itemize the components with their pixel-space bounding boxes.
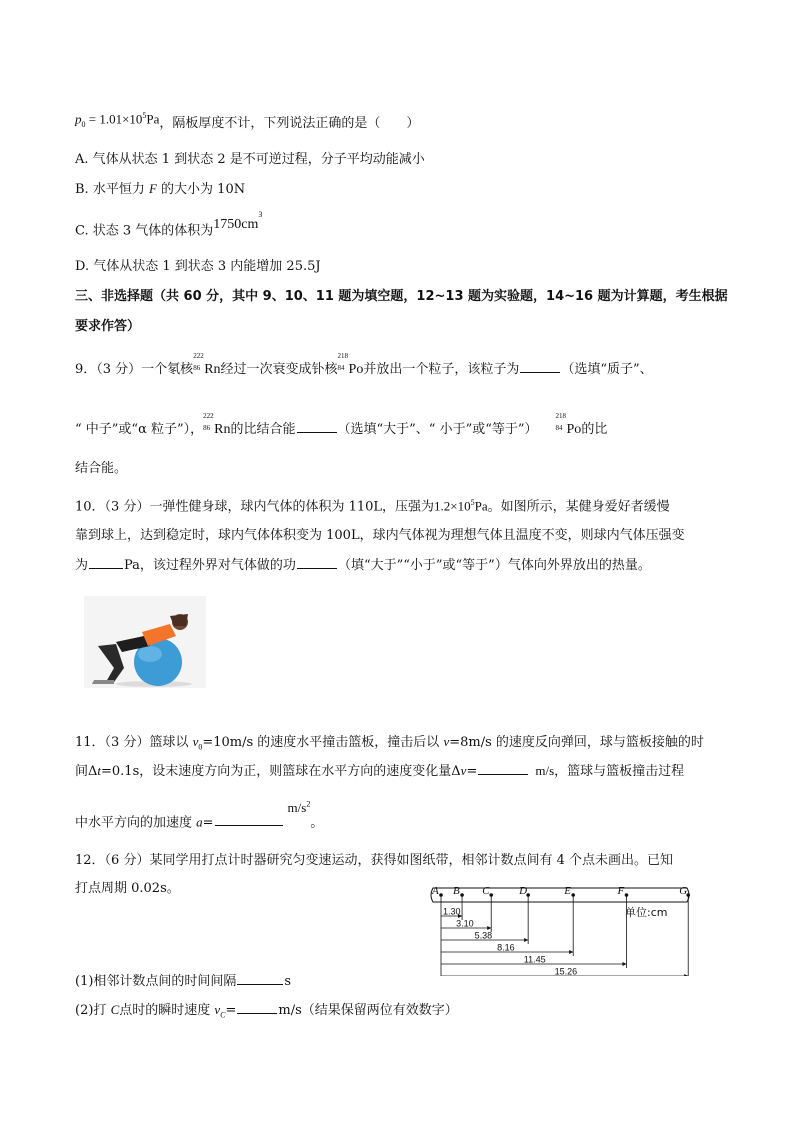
q11-line2-mid: =0.1s，设末速度方向为正，则篮球在水平方向的速度变化量Δ xyxy=(101,764,461,779)
q9-line2-pre: “ 中子”或“α 粒子”）， xyxy=(75,422,204,437)
q8-option-b-var: F xyxy=(148,181,157,196)
tape-point-E: E xyxy=(564,886,571,897)
po-symbol-2: Po xyxy=(566,422,582,437)
tape-distance-label-2: 3.10 xyxy=(456,918,474,929)
q10-pressure-exp: 5 xyxy=(470,498,475,507)
q11-line3 xyxy=(75,800,324,832)
v-symbol: v xyxy=(443,734,450,749)
po-mass-2: 218 xyxy=(555,412,567,420)
q10-line1 xyxy=(75,494,670,516)
q11-a-unit: m/s xyxy=(287,800,307,816)
q8-option-b-pre: B. 水平恒力 xyxy=(75,182,149,197)
q11-blank-1[interactable] xyxy=(478,762,528,775)
q10-line1-pre: 10．（3 分）一弹性健身球，球内气体的体积为 110L，压强为 xyxy=(75,499,435,515)
q10-line3-post: （填“大于”“小于”或“等于”）气体向外界放出的热量。 xyxy=(337,558,651,573)
p0-unit: Pa xyxy=(146,111,160,127)
q8-option-b xyxy=(75,180,245,199)
fitness-ball-photo xyxy=(84,596,206,688)
q11-dv-unit: m/s xyxy=(535,763,555,778)
rn-nuclide xyxy=(193,352,221,379)
q8-option-c-pre: C. 状态 3 气体的体积为 xyxy=(75,223,214,239)
q12-sub1-pre: (1)相邻计数点间的时间间隔 xyxy=(75,974,237,989)
q8-p0-line xyxy=(75,107,419,134)
q12-point-c: C xyxy=(110,1002,120,1017)
tape-point-G: G xyxy=(679,886,688,897)
q9-line1 xyxy=(75,352,653,379)
po-nuclide-2 xyxy=(555,412,582,439)
q11-line1-mid1: =10m/s 的速度水平撞击篮板，撞击后以 xyxy=(202,735,444,750)
q9-prefix: 9．（3 分）一个氡核 xyxy=(75,362,194,377)
dv-symbol: v xyxy=(460,763,467,778)
tape-arrowhead-2 xyxy=(487,926,491,930)
rn-symbol: Rn xyxy=(204,362,221,377)
a-symbol: a xyxy=(196,814,203,830)
po-nuclide xyxy=(337,352,364,379)
q8-option-d: D. 气体从状态 1 到状态 3 内能增加 25.5J xyxy=(75,259,321,274)
q11-a-unit-exp: 2 xyxy=(306,800,311,809)
q9-line3: 结合能。 xyxy=(75,461,128,476)
q9-tail1: （选填“质子”、 xyxy=(561,362,653,377)
q12-blank-1[interactable] xyxy=(237,972,283,985)
q9-line2-tail: （选填“大于”、“ 小于”或“等于”） xyxy=(337,422,538,437)
q11-line3-pre: 中水平方向的加速度 xyxy=(75,815,197,831)
q9-line2 xyxy=(75,412,608,439)
rn-z-2: 86 xyxy=(203,424,211,432)
q12-line1: 12．（6 分）某同学用打点计时器研究匀变速运动，获得如图纸带，相邻计数点间有 4 个点未画出。已知 xyxy=(75,853,673,868)
rn-mass-2: 222 xyxy=(203,412,214,420)
p0-exponent: 5 xyxy=(142,111,147,120)
q9-line2-mid: 的比结合能 xyxy=(230,422,296,437)
po-mass: 218 xyxy=(337,352,349,360)
q8-option-c xyxy=(75,210,263,240)
q10-line3-mid: Pa，该过程外界对气体做的功 xyxy=(124,558,296,573)
v0-subscript: 0 xyxy=(198,742,203,752)
tape-point-C: C xyxy=(482,886,490,897)
q10-blank-1[interactable] xyxy=(89,556,123,569)
q11-line1-pre: 11．（3 分）篮球以 xyxy=(75,735,193,750)
po-z-2: 84 xyxy=(555,424,563,432)
q12-sub2-pre: (2)打 xyxy=(75,1003,111,1018)
q11-blank-2[interactable] xyxy=(215,813,283,826)
q9-mid1: 经过一次衰变成钋核 xyxy=(220,362,338,377)
q12-sub2 xyxy=(75,1001,458,1025)
q8-option-c-exp: 3 xyxy=(258,210,263,219)
rn-z: 86 xyxy=(193,364,201,372)
q8-option-a: A. 气体从状态 1 到状态 2 是不可逆过程，分子平均动能减小 xyxy=(75,152,425,167)
tape-arrowhead-5 xyxy=(622,962,626,966)
q10-line3 xyxy=(75,556,651,575)
tape-distance-label-5: 11.45 xyxy=(523,954,546,965)
q11-line1 xyxy=(75,733,704,757)
q10-line3-pre: 为 xyxy=(75,558,89,573)
p0-value: = 1.01×10 xyxy=(85,111,143,127)
q11-line2-pre: 间Δ xyxy=(75,764,98,779)
rn-nuclide-2 xyxy=(203,412,231,439)
q9-mid2: 并放出一个粒子，该粒子为 xyxy=(363,362,520,377)
p0-subscript: 0 xyxy=(81,119,86,129)
q8-stem-tail: ，隔板厚度不计，下列说法正确的是（ ） xyxy=(159,116,420,132)
q11-a-unit-wrap xyxy=(288,801,311,816)
q10-pressure-unit: Pa xyxy=(474,498,488,514)
q12-sub2-mid: 点时的瞬时速度 xyxy=(119,1003,215,1018)
q12-line2: 打点周期 0.02s。 xyxy=(75,881,180,896)
tape-point-A: A xyxy=(432,886,439,897)
q12-blank-2[interactable] xyxy=(237,1001,277,1014)
q11-line3-end: 。 xyxy=(310,815,324,831)
tape-point-F: F xyxy=(617,886,625,897)
tape-arrowhead-3 xyxy=(524,938,528,942)
tape-distance-label-6: 15.26 xyxy=(554,966,578,976)
tape-unit-label: 单位:cm xyxy=(625,906,668,919)
po-symbol: Po xyxy=(348,362,364,377)
tape-strip xyxy=(431,888,689,902)
ticker-tape-diagram xyxy=(425,886,705,976)
q8-option-c-value: 1750cm xyxy=(213,217,259,233)
p0-symbol: p xyxy=(75,111,82,127)
q12-sub2-eq: = xyxy=(225,1003,237,1018)
q11-line2-post: ，篮球与篮板撞击过程 xyxy=(554,764,685,779)
tape-point-D: D xyxy=(519,886,528,897)
q11-line2-eq: = xyxy=(466,764,478,779)
rn-mass: 222 xyxy=(193,352,204,360)
q10-line2: 靠到球上，达到稳定时，球内气体体积变为 100L，球内气体视为理想气体且温度不变，则球内气体压强变 xyxy=(75,528,685,543)
po-z: 84 xyxy=(337,364,345,372)
q12-sub2-post: m/s（结果保留两位有效数字） xyxy=(278,1003,458,1018)
tape-distance-label-4: 8.16 xyxy=(497,942,515,953)
q12-sub1-unit: s xyxy=(284,974,292,989)
rn-symbol-2: Rn xyxy=(214,422,231,437)
section3-heading-line2: 要求作答） xyxy=(75,319,141,334)
section3-heading-line1: 三、非选择题（共 60 分，其中 9、10、11 题为填空题，12~13 题为实验题，14~16 题为计算题，考生根据 xyxy=(75,289,728,304)
q8-option-b-post: 的大小为 10N xyxy=(156,182,246,197)
q11-line3-eq: = xyxy=(202,815,214,831)
q11-line1-mid2: =8m/s 的速度反向弹回，球与篮板接触的时 xyxy=(449,735,704,750)
q11-line2 xyxy=(75,762,684,781)
tape-distance-label-3: 5.38 xyxy=(474,930,493,941)
q12-sub1 xyxy=(75,972,291,991)
t-symbol: t xyxy=(97,763,102,778)
q12-vc-subscript: C xyxy=(220,1010,226,1020)
q12-vc-symbol: v xyxy=(214,1002,221,1017)
q9-blank-2[interactable] xyxy=(297,420,337,433)
tape-point-B: B xyxy=(453,886,460,897)
tape-distance-label-1: 1.30 xyxy=(443,906,461,917)
tape-arrowhead-4 xyxy=(569,950,573,954)
q9-blank-1[interactable] xyxy=(520,360,560,373)
q10-blank-2[interactable] xyxy=(297,556,337,569)
q10-pressure-value: 1.2×10 xyxy=(434,498,471,514)
q10-line1-post: 。如图所示，某健身爱好者缓慢 xyxy=(487,499,670,515)
q9-line2-end: 的比 xyxy=(581,422,608,437)
v0-symbol: v xyxy=(192,734,199,749)
